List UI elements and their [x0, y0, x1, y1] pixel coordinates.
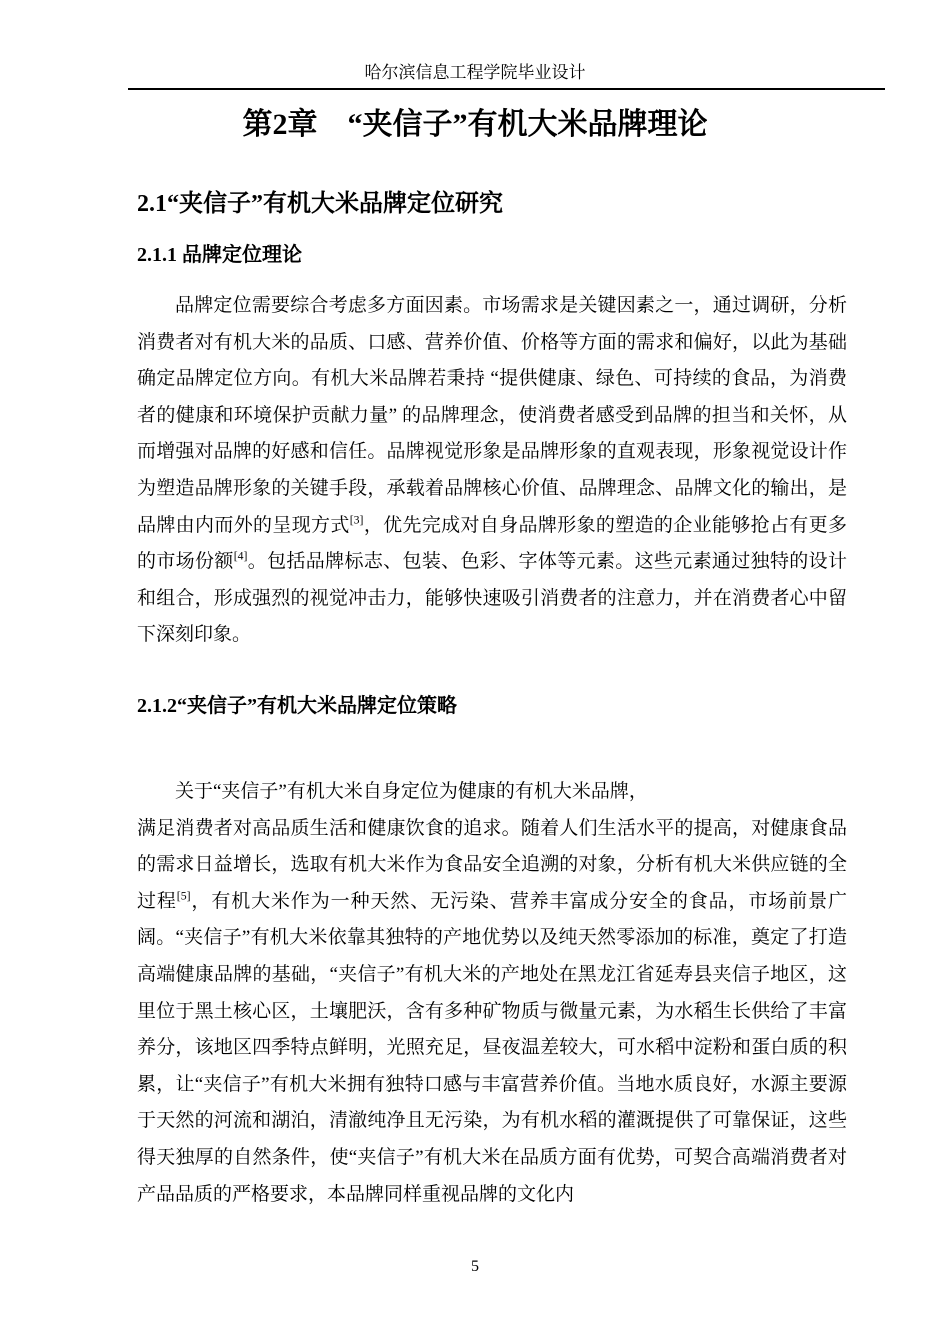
body-text-run: 。包括品牌标志、包装、色彩、字体等元素。这些元素通过独特的设计和组合，形成强烈的视觉冲击力，能够快速吸引消费者的注意力，并在消费者心中留下深刻印象。 — [137, 551, 847, 646]
body-text-run: ，优先完成对自身品牌形象的塑造的企业能够抢占有更多的市场份额 — [137, 514, 847, 573]
page-number: 5 — [471, 1258, 479, 1275]
chapter-title: 第2章 “夹信子”有机大米品牌理论 — [242, 108, 708, 141]
citation-reference: [4] — [233, 549, 248, 563]
paragraph-brand-positioning-strategy — [137, 774, 847, 1213]
paragraph-strategy-body — [137, 818, 847, 1205]
body-text-run: 满足消费者对高品质生活和健康饮食的追求。随着人们生活水平的提高，对健康食品的需求日益增长，选取有机大米作为食品安全追溯的对象，分析有机大米供应链的全过程 — [137, 817, 847, 912]
running-header: 哈尔滨信息工程学院毕业设计 — [364, 63, 586, 82]
section-heading-2-1-2: 2.1.2“夹信子”有机大米品牌定位策略 — [137, 695, 457, 717]
header-rule — [128, 88, 885, 90]
paragraph-brand-positioning-theory — [137, 288, 847, 654]
section-heading-2-1-1: 2.1.1 品牌定位理论 — [137, 244, 302, 266]
paragraph-strategy-first-line: 关于“夹信子”有机大米自身定位为健康的有机大米品牌， — [175, 781, 648, 802]
citation-reference: [3] — [349, 513, 364, 527]
body-text-run: ，有机大米作为一种天然、无污染、营养丰富成分安全的食品，市场前景广阔。“夹信子”有机大米依靠其独特的产地优势以及纯天然零添加的标准，奠定了打造高端健康品牌的基础，“夹信子”有机大米的产地处在黑龙江省延寿县夹信子地区，这里位于黑土核心区，土壤肥沃，含有多种矿物质与微量元素，为水稻生长供给了丰富养分，该地区四季特点鲜明，光照充足，昼夜温差较大，可水稻中淀粉和蛋白质的积累，让“夹信子”有机大米拥有独特口感与丰富营养价值。当地水质良好，水源主要源于天然的河流和湖泊，清澈纯净且无污染，为有机水稻的灌溉提供了可靠保证，这些得天独厚的自然条件，使“夹信子”有机大米在品质方面有优势，可契合高端消费者对产品品质的严格要求，本品牌同样重视品牌的文化内 — [137, 890, 847, 1205]
citation-reference: [5] — [176, 889, 191, 903]
body-text-run: 品牌定位需要综合考虑多方面因素。市场需求是关键因素之一，通过调研，分析消费者对有机大米的品质、口感、营养价值、价格等方面的需求和偏好，以此为基础确定品牌定位方向。有机大米品牌若秉持 “提供健康、绿色、可持续的食品，为消费者的健康和环境保护贡献力量” 的品牌理念，使消费者感受到品牌的担当和关怀，从而增强对品牌的好感和信任。品牌视觉形象是品牌形象的直观表现，形象视觉设计作为塑造品牌形象的关键手段，承载着品牌核心价值、品牌理念、品牌文化的输出，是品牌由内而外的呈现方式 — [137, 295, 847, 536]
section-heading-2-1: 2.1“夹信子”有机大米品牌定位研究 — [137, 191, 503, 217]
